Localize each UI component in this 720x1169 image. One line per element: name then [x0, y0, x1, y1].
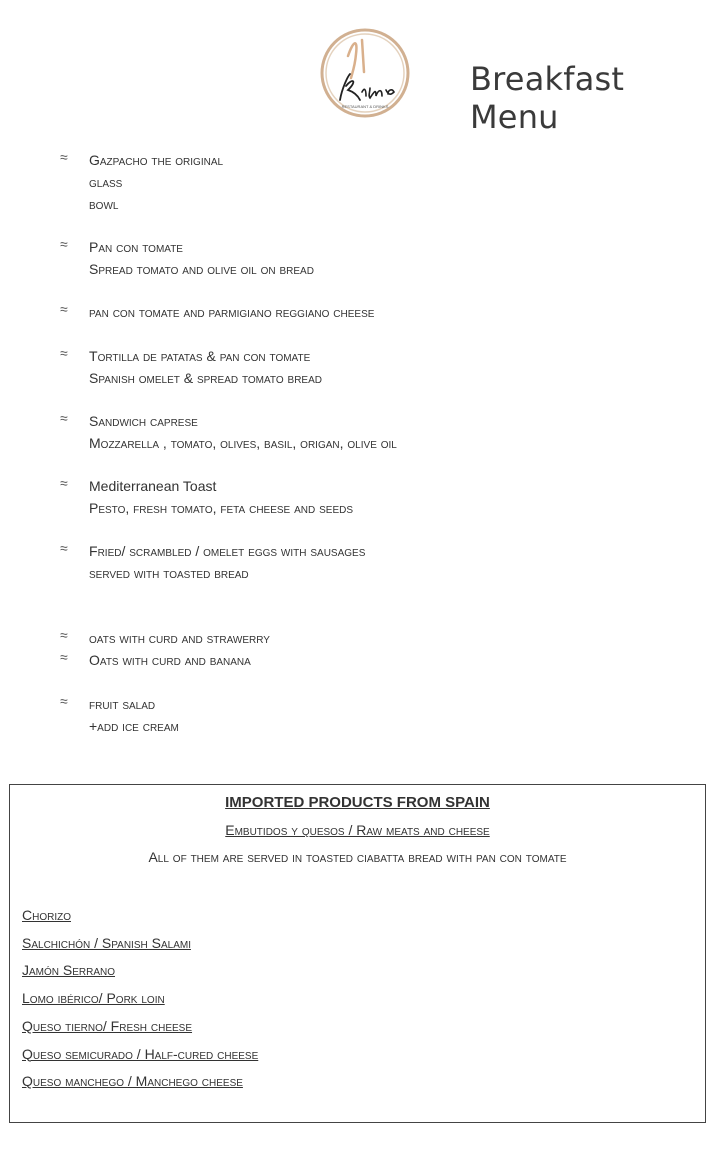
- product-item: Queso tierno/ Fresh cheese: [22, 1017, 193, 1034]
- product-item: Lomo ibérico/ Pork loin: [22, 990, 165, 1007]
- imported-subheading: Embutidos y quesos / Raw meats and cheese: [225, 822, 490, 838]
- menu-item-detail: glass: [89, 174, 123, 190]
- product-item: Salchichón / Spanish Salami: [22, 934, 191, 951]
- menu-item-detail: served with toasted bread: [89, 565, 249, 581]
- menu-item-title: oats with curd and banana: [89, 652, 251, 668]
- menu-item-title: fruit salad: [89, 696, 156, 712]
- menu-item-title: tortilla de patatas & pan con tomate: [89, 348, 311, 364]
- bullet-mark: ≈: [60, 301, 68, 317]
- menu-item-title: fried/ scrambled / omelet eggs with sausages: [89, 543, 366, 559]
- menu-item-title: pan con tomate: [89, 239, 183, 255]
- menu-item-detail: +add ice cream: [89, 718, 179, 734]
- logo-subtext: RESTAURANT & DRINKS: [341, 104, 389, 109]
- bullet-mark: ≈: [60, 627, 68, 643]
- product-item: Queso semicurado / Half-cured cheese: [22, 1045, 259, 1062]
- bullet-mark: ≈: [60, 540, 68, 556]
- imported-products-box: [9, 784, 706, 1123]
- menu-item-detail: Spread tomato and olive oil on bread: [89, 261, 314, 277]
- menu-item-detail: Pesto, fresh tomato, feta cheese and seeds: [89, 500, 354, 516]
- menu-item-title: Mediterranean Toast: [89, 478, 217, 494]
- menu-item-detail: bowl: [89, 196, 119, 212]
- restaurant-logo: [318, 26, 412, 120]
- product-list: [22, 902, 258, 1096]
- imported-heading: IMPORTED PRODUCTS FROM SPAIN: [225, 794, 490, 811]
- bullet-mark: ≈: [60, 149, 68, 165]
- menu-item-detail: Mozzarella , tomato, olives, basil, origan, olive oil: [89, 435, 397, 451]
- bullet-mark: ≈: [60, 693, 68, 709]
- bullet-mark: ≈: [60, 345, 68, 361]
- menu-item-detail: Spanish omelet & spread tomato bread: [89, 370, 322, 386]
- menu-item-title: gazpacho the original: [89, 152, 224, 168]
- menu-item-title: pan con tomate and parmigiano reggiano cheese: [89, 304, 375, 320]
- menu-item-title: oats with curd and strawerry: [89, 630, 270, 646]
- product-item: Chorizo: [22, 907, 71, 923]
- page-title: Breakfast Menu: [470, 60, 625, 136]
- bullet-mark: ≈: [60, 475, 68, 491]
- product-item: Queso manchego / Manchego cheese: [22, 1073, 243, 1090]
- bullet-mark: ≈: [60, 410, 68, 426]
- product-item: Jamón Serrano: [22, 962, 116, 979]
- bullet-mark: ≈: [60, 649, 68, 665]
- imported-note: All of them are served in toasted ciabatta bread with pan con tomate: [148, 849, 567, 865]
- bullet-mark: ≈: [60, 236, 68, 252]
- menu-item-title: sandwich caprese: [89, 413, 198, 429]
